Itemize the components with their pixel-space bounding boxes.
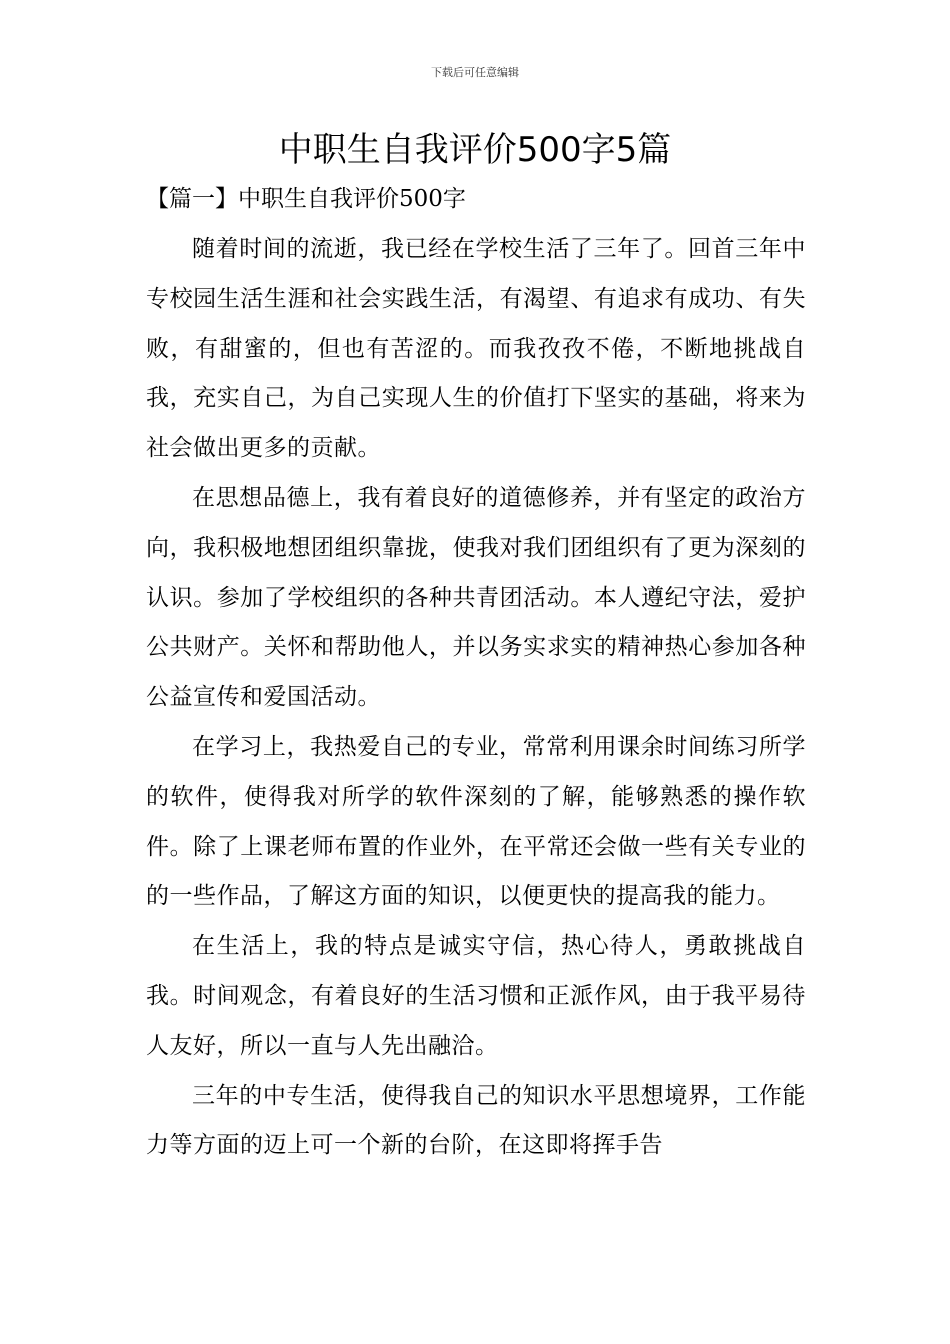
paragraph: 三年的中专生活，使得我自己的知识水平思想境界，工作能力等方面的迈上可一个新的台阶，在这即将挥手告 xyxy=(146,1082,806,1159)
paragraph: 随着时间的流逝，我已经在学校生活了三年了。回首三年中专校园生活生涯和社会实践生活，有渴望、有追求有成功、有失败，有甜蜜的，但也有苦涩的。而我孜孜不倦，不断地挑战自我，充实自己，为自己实现人生的价值打下坚实的基础，将来为社会做出更多的贡献。 xyxy=(146,236,806,462)
paragraph: 在思想品德上，我有着良好的道德修养，并有坚定的政治方向，我积极地想团组织靠拢，使我对我们团组织有了更为深刻的认识。参加了学校组织的各种共青团活动。本人遵纪守法，爱护公共财产。关怀和帮助他人，并以务实求实的精神热心参加各种公益宣传和爱国活动。 xyxy=(146,484,806,711)
section-heading: 【篇一】中职生自我评价500字 xyxy=(146,186,466,212)
document-title: 中职生自我评价500字5篇 xyxy=(278,130,672,170)
paragraph: 在生活上，我的特点是诚实守信，热心待人，勇敢挑战自我。时间观念，有着良好的生活习惯和正派作风，由于我平易待人友好，所以一直与人先出融洽。 xyxy=(146,933,806,1059)
body-text xyxy=(146,225,806,1171)
paragraph: 在学习上，我热爱自己的专业，常常利用课余时间练习所学的软件，使得我对所学的软件深刻的了解，能够熟悉的操作软件。除了上课老师布置的作业外，在平常还会做一些有关专业的的一些作品，了解这方面的知识，以便更快的提高我的能力。 xyxy=(146,733,806,910)
header-note: 下载后可任意编辑 xyxy=(431,66,519,79)
